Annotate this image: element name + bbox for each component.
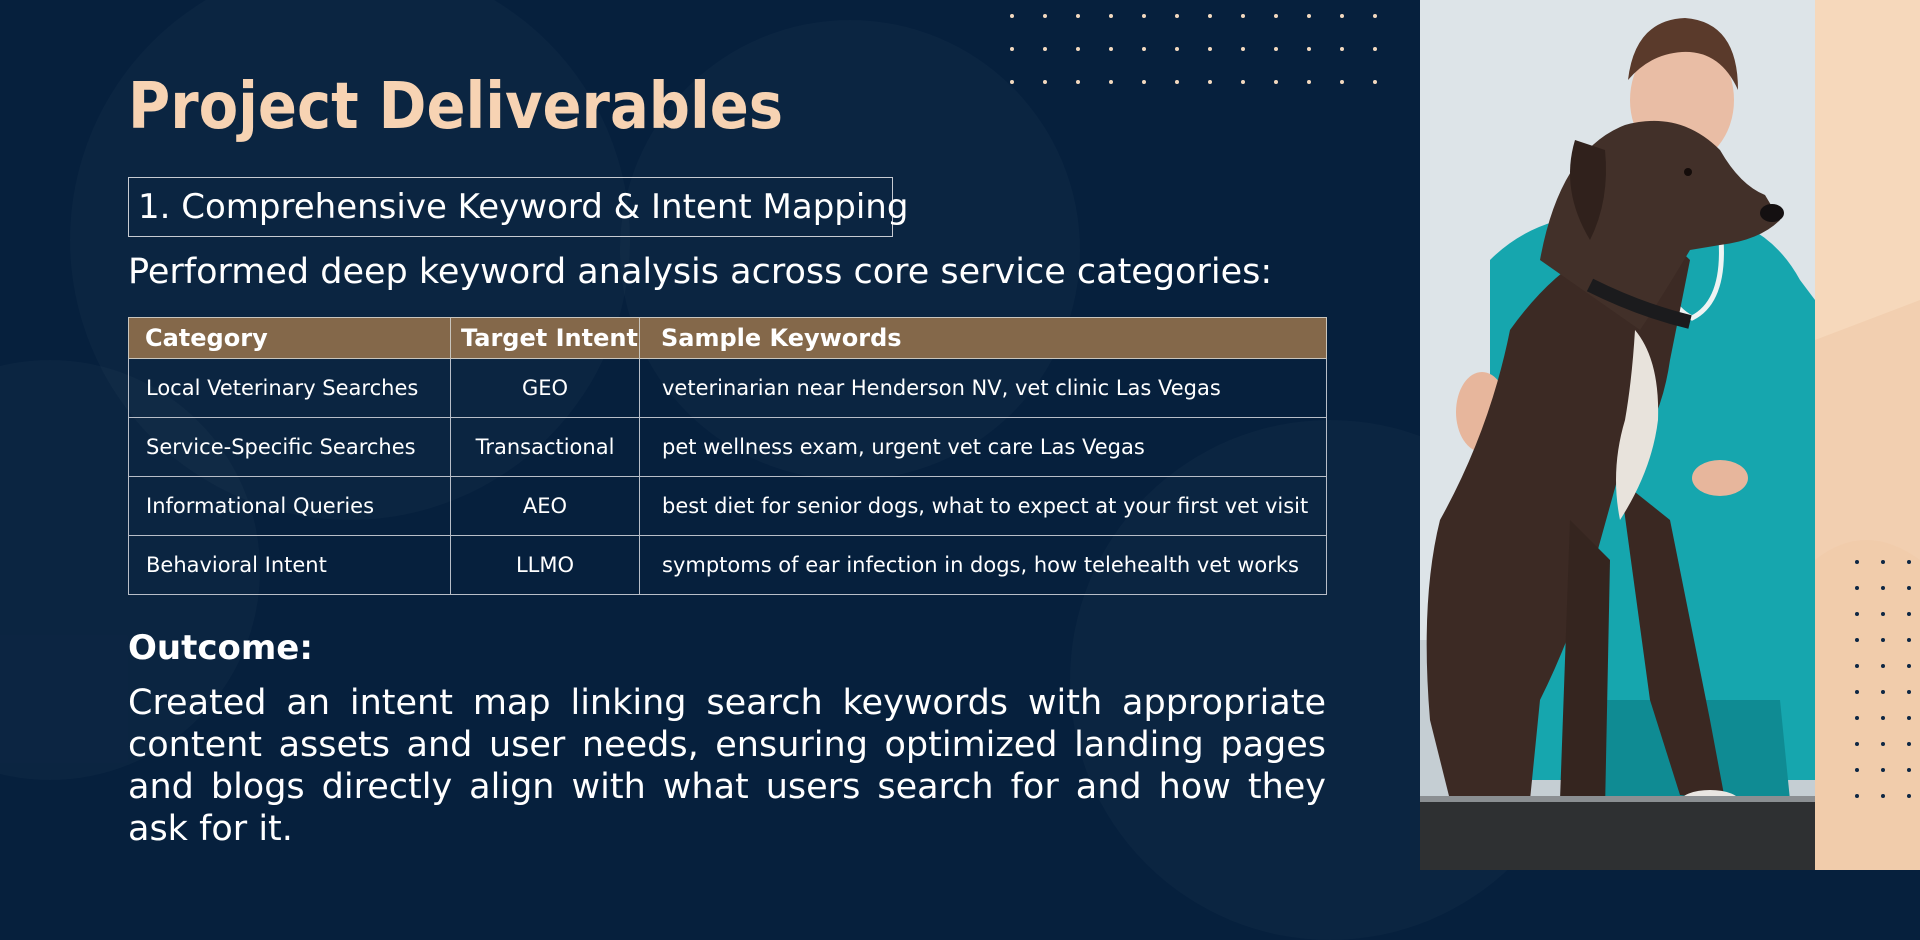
- decorative-dot: [1241, 47, 1245, 51]
- decorative-dot: [1307, 47, 1311, 51]
- decorative-dot: [1855, 638, 1859, 642]
- table-row: [129, 536, 1327, 595]
- page-title: Project Deliverables: [128, 70, 784, 144]
- dot-pattern-top: [1010, 14, 1420, 108]
- decorative-dot: [1855, 690, 1859, 694]
- decorative-dot: [1010, 47, 1014, 51]
- decorative-dot: [1241, 80, 1245, 84]
- decorative-dot: [1208, 47, 1212, 51]
- cell-sample-keywords: pet wellness exam, urgent vet care Las Vegas: [640, 418, 1327, 477]
- decorative-dot: [1907, 664, 1911, 668]
- decorative-dot: [1373, 80, 1377, 84]
- decorative-dot: [1373, 14, 1377, 18]
- decorative-dot: [1043, 80, 1047, 84]
- cell-sample-keywords: symptoms of ear infection in dogs, how telehealth vet works: [640, 536, 1327, 595]
- cell-category: Local Veterinary Searches: [129, 359, 451, 418]
- decorative-dot: [1907, 768, 1911, 772]
- decorative-dot: [1307, 14, 1311, 18]
- decorative-dot: [1274, 14, 1278, 18]
- table-row: [129, 418, 1327, 477]
- cell-sample-keywords: best diet for senior dogs, what to expect at your first vet visit: [640, 477, 1327, 536]
- decorative-dot: [1340, 14, 1344, 18]
- decorative-dot: [1855, 664, 1859, 668]
- decorative-dot: [1274, 80, 1278, 84]
- photo-illustration: [1420, 0, 1815, 870]
- decorative-dot: [1855, 586, 1859, 590]
- decorative-dot: [1274, 47, 1278, 51]
- decorative-dot: [1881, 638, 1885, 642]
- cell-category: Behavioral Intent: [129, 536, 451, 595]
- decorative-dot: [1907, 794, 1911, 798]
- cell-category: Service-Specific Searches: [129, 418, 451, 477]
- decorative-dot: [1855, 794, 1859, 798]
- decorative-dot: [1340, 47, 1344, 51]
- decorative-dot: [1208, 80, 1212, 84]
- table-row: [129, 359, 1327, 418]
- decorative-dot: [1881, 560, 1885, 564]
- decorative-dot: [1907, 612, 1911, 616]
- decorative-dot: [1043, 14, 1047, 18]
- decorative-dot: [1855, 560, 1859, 564]
- decorative-dot: [1881, 586, 1885, 590]
- decorative-dot: [1855, 742, 1859, 746]
- cell-target-intent: LLMO: [451, 536, 640, 595]
- decorative-dot: [1142, 47, 1146, 51]
- decorative-dot: [1881, 612, 1885, 616]
- decorative-dot: [1109, 80, 1113, 84]
- decorative-dot: [1010, 80, 1014, 84]
- decorative-dot: [1907, 690, 1911, 694]
- decorative-dot: [1907, 560, 1911, 564]
- decorative-dot: [1175, 47, 1179, 51]
- peach-side-panel: [1815, 0, 1920, 870]
- cell-target-intent: GEO: [451, 359, 640, 418]
- decorative-dot: [1907, 742, 1911, 746]
- table-row: [129, 477, 1327, 536]
- decorative-dot: [1142, 14, 1146, 18]
- decorative-dot: [1109, 14, 1113, 18]
- decorative-dot: [1881, 742, 1885, 746]
- decorative-dot: [1076, 14, 1080, 18]
- decorative-dot: [1208, 14, 1212, 18]
- table-header-row: [129, 318, 1327, 359]
- decorative-dot: [1142, 80, 1146, 84]
- decorative-dot: [1881, 664, 1885, 668]
- header-category: Category: [129, 318, 451, 359]
- decorative-dot: [1855, 612, 1859, 616]
- decorative-dot: [1855, 716, 1859, 720]
- section-heading-text: 1. Comprehensive Keyword & Intent Mapping: [138, 187, 909, 227]
- decorative-dot: [1907, 586, 1911, 590]
- veterinarian-with-great-dane-photo: [1420, 0, 1815, 870]
- decorative-dot: [1881, 690, 1885, 694]
- decorative-dot: [1043, 47, 1047, 51]
- decorative-dot: [1175, 80, 1179, 84]
- decorative-dot: [1881, 794, 1885, 798]
- cell-target-intent: Transactional: [451, 418, 640, 477]
- decorative-dot: [1241, 14, 1245, 18]
- decorative-dot: [1010, 14, 1014, 18]
- decorative-dot: [1907, 638, 1911, 642]
- dot-pattern-right: [1855, 560, 1920, 870]
- decorative-dot: [1307, 80, 1311, 84]
- decorative-dot: [1340, 80, 1344, 84]
- outcome-text: Created an intent map linking search keywords with appropriate content assets and user needs, ensuring optimized landing pages and blogs directly align with what users search for and how they ask for it.: [128, 683, 1326, 849]
- keyword-table: [128, 317, 1327, 595]
- cell-target-intent: AEO: [451, 477, 640, 536]
- header-target-intent: Target Intent: [451, 318, 640, 359]
- decorative-dot: [1076, 47, 1080, 51]
- cell-sample-keywords: veterinarian near Henderson NV, vet clinic Las Vegas: [640, 359, 1327, 418]
- decorative-dot: [1076, 80, 1080, 84]
- decorative-dot: [1907, 716, 1911, 720]
- decorative-dot: [1373, 47, 1377, 51]
- intro-text: Performed deep keyword analysis across core service categories:: [128, 252, 1273, 292]
- decorative-dot: [1855, 768, 1859, 772]
- decorative-dot: [1109, 47, 1113, 51]
- cell-category: Informational Queries: [129, 477, 451, 536]
- decorative-dot: [1881, 716, 1885, 720]
- outcome-heading: Outcome:: [128, 628, 313, 668]
- section-heading: [128, 177, 909, 237]
- decorative-dot: [1175, 14, 1179, 18]
- decorative-dot: [1881, 768, 1885, 772]
- header-sample-keywords: Sample Keywords: [640, 318, 1327, 359]
